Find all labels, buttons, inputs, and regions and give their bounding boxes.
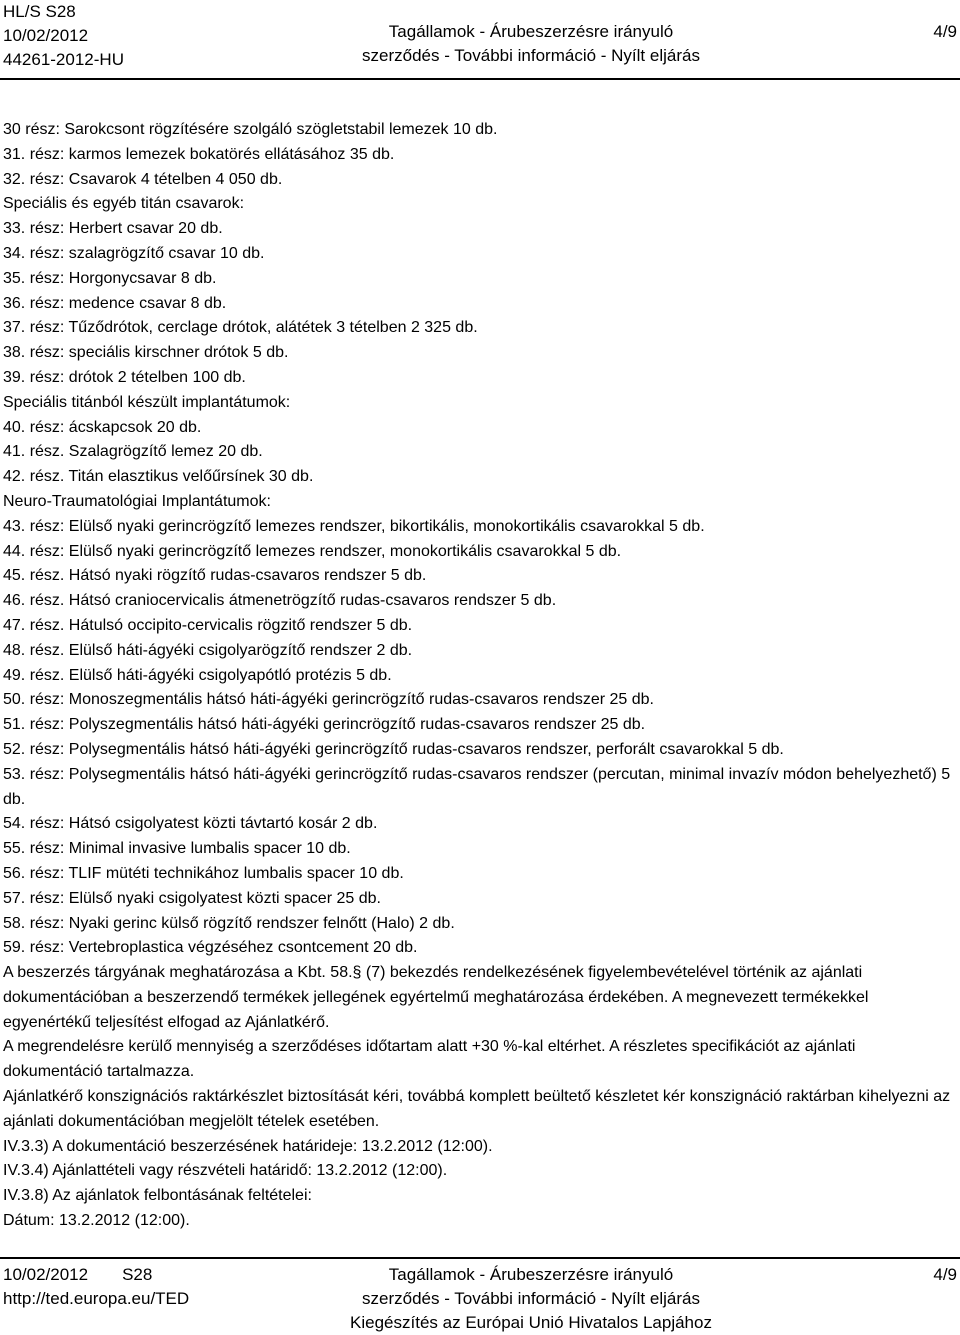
body-paragraph: A beszerzés tárgyának meghatározása a Kbt. 58.§ (7) bekezdés rendelkezésének figyelembevételével történik az ajánlati dokumentációban a beszerzendő termékek jellegének egyértelmű meghatározása érdekében. A megnevezett termékekkel egyenértékű teljesítést elfogad az Ajánlatkérő. (3, 964, 869, 1031)
header-page-number: 4/9 (933, 22, 957, 41)
body-paragraph: 51. rész: Polyszegmentális hátsó háti-ágyéki gerincrögzítő rudas-csavaros rendszer 25 db. (3, 716, 646, 734)
body-paragraph: 57. rész: Elülső nyaki csigolyatest közti spacer 25 db. (3, 889, 381, 907)
body-paragraph: Dátum: 13.2.2012 (12:00). (3, 1212, 190, 1230)
body-paragraph: 56. rész: TLIF mütéti technikához lumbalis spacer 10 db. (3, 864, 404, 882)
footer-left-block (3, 1263, 189, 1311)
footer-title-line3: Kiegészítés az Európai Unió Hivatalos Lapjához (350, 1313, 712, 1332)
footer-title-line2: szerződés - További információ - Nyílt eljárás (362, 1289, 700, 1308)
header-title (356, 20, 706, 68)
body-paragraph: 39. rész: drótok 2 tételben 100 db. (3, 368, 246, 386)
document-body (3, 118, 953, 1234)
body-paragraph: 54. rész: Hátsó csigolyatest közti távtartó kosár 2 db. (3, 815, 378, 833)
header-title-line2: szerződés - További információ - Nyílt eljárás (362, 46, 700, 65)
body-paragraph: 37. rész: Tűződrótok, cerclage drótok, alátétek 3 tételben 2 325 db. (3, 319, 478, 337)
header-date: 10/02/2012 (3, 26, 89, 45)
body-paragraph: 58. rész: Nyaki gerinc külső rögzítő rendszer felnőtt (Halo) 2 db. (3, 914, 455, 932)
footer-date: 10/02/2012 (3, 1265, 89, 1284)
body-paragraph: IV.3.3) A dokumentáció beszerzésének határideje: 13.2.2012 (12:00). (3, 1137, 493, 1155)
footer-title (316, 1263, 746, 1335)
header-doc-id: 44261-2012-HU (3, 50, 124, 69)
body-paragraph: 31. rész: karmos lemezek bokatörés ellátásához 35 db. (3, 145, 395, 163)
header-left-block (3, 0, 124, 72)
body-paragraph: 55. rész: Minimal invasive lumbalis spacer 10 db. (3, 840, 351, 858)
body-paragraph: 36. rész: medence csavar 8 db. (3, 294, 227, 312)
footer-code: S28 (122, 1265, 153, 1284)
page-header (0, 0, 960, 80)
page-footer (0, 1257, 960, 1334)
body-paragraph: 52. rész: Polysegmentális hátsó háti-ágyéki gerincrögzítő rudas-csavaros rendszer, perforált csavarokkal 5 db. (3, 740, 784, 758)
body-paragraph: 43. rész: Elülső nyaki gerincrögzítő lemezes rendszer, bikortikális, monokortikális csavarokkal 5 db. (3, 517, 705, 535)
body-paragraph: 48. rész. Elülső háti-ágyéki csigolyarögzítő rendszer 2 db. (3, 641, 413, 659)
body-paragraph: 45. rész. Hátsó nyaki rögzítő rudas-csavaros rendszer 5 db. (3, 567, 427, 585)
body-paragraph: 49. rész. Elülső háti-ágyéki csigolyapótló protézis 5 db. (3, 666, 392, 684)
body-paragraph: Neuro-Traumatológiai Implantátumok: (3, 492, 271, 510)
body-paragraph: 59. rész: Vertebroplastica végzéséhez csontcement 20 db. (3, 939, 418, 957)
body-paragraph: 44. rész: Elülső nyaki gerincrögzítő lemezes rendszer, monokortikális csavarokkal 5 db. (3, 542, 622, 560)
body-paragraph: 42. rész. Titán elasztikus velőűrsínek 30 db. (3, 468, 314, 486)
body-paragraph: 53. rész: Polysegmentális hátsó háti-ágyéki gerincrögzítő rudas-csavaros rendszer (percutan, minimal invazív módon behelyezhető) 5 db. (3, 765, 951, 808)
footer-divider (0, 1257, 960, 1259)
body-paragraph: 35. rész: Horgonycsavar 8 db. (3, 269, 217, 287)
body-paragraph: 46. rész. Hátsó craniocervicalis átmenetrögzítő rudas-csavaros rendszer 5 db. (3, 592, 557, 610)
body-paragraph: 33. rész: Herbert csavar 20 db. (3, 220, 223, 238)
header-series: HL/S S28 (3, 2, 76, 21)
body-paragraph: 40. rész: ácskapcsok 20 db. (3, 418, 202, 436)
body-paragraph: 50. rész: Monoszegmentális hátsó háti-ágyéki gerincrögzítő rudas-csavaros rendszer 25 db. (3, 691, 654, 709)
body-paragraph: IV.3.4) Ajánlattételi vagy részvételi határidő: 13.2.2012 (12:00). (3, 1162, 448, 1180)
footer-page-number: 4/9 (933, 1265, 957, 1284)
body-paragraph: 32. rész: Csavarok 4 tételben 4 050 db. (3, 170, 283, 188)
body-paragraph: Speciális titánból készült implantátumok: (3, 393, 291, 411)
body-paragraph: Speciális és egyéb titán csavarok: (3, 195, 245, 213)
body-paragraph: 30 rész: Sarokcsont rögzítésére szolgáló szögletstabil lemezek 10 db. (3, 121, 498, 138)
body-paragraph: Ajánlatkérő konszignációs raktárkészlet biztosítását kéri, továbbá komplett beültető készletet kér konszignáció raktárban kihelyezni az ajánlati dokumentációban megjelölt tételek esetében. (3, 1088, 951, 1130)
header-title-line1: Tagállamok - Árubeszerzésre irányuló (388, 22, 674, 41)
footer-url[interactable]: http://ted.europa.eu/TED (3, 1289, 190, 1308)
body-paragraph: 47. rész. Hátulsó occipito-cervicalis rögzitő rendszer 5 db. (3, 616, 413, 634)
body-paragraph: 41. rész. Szalagrögzítő lemez 20 db. (3, 443, 263, 461)
body-paragraph: 38. rész: speciális kirschner drótok 5 db. (3, 344, 289, 362)
body-paragraph: 34. rész: szalagrögzítő csavar 10 db. (3, 244, 265, 262)
header-divider (0, 78, 960, 80)
body-paragraph: A megrendelésre kerülő mennyiség a szerződéses időtartam alatt +30 %-kal eltérhet. A részletes specifikációt az ajánlati dokumentáció tartalmazza. (3, 1038, 856, 1081)
body-paragraph: IV.3.8) Az ajánlatok felbontásának feltételei: (3, 1187, 312, 1205)
footer-title-line1: Tagállamok - Árubeszerzésre irányuló (388, 1265, 674, 1284)
